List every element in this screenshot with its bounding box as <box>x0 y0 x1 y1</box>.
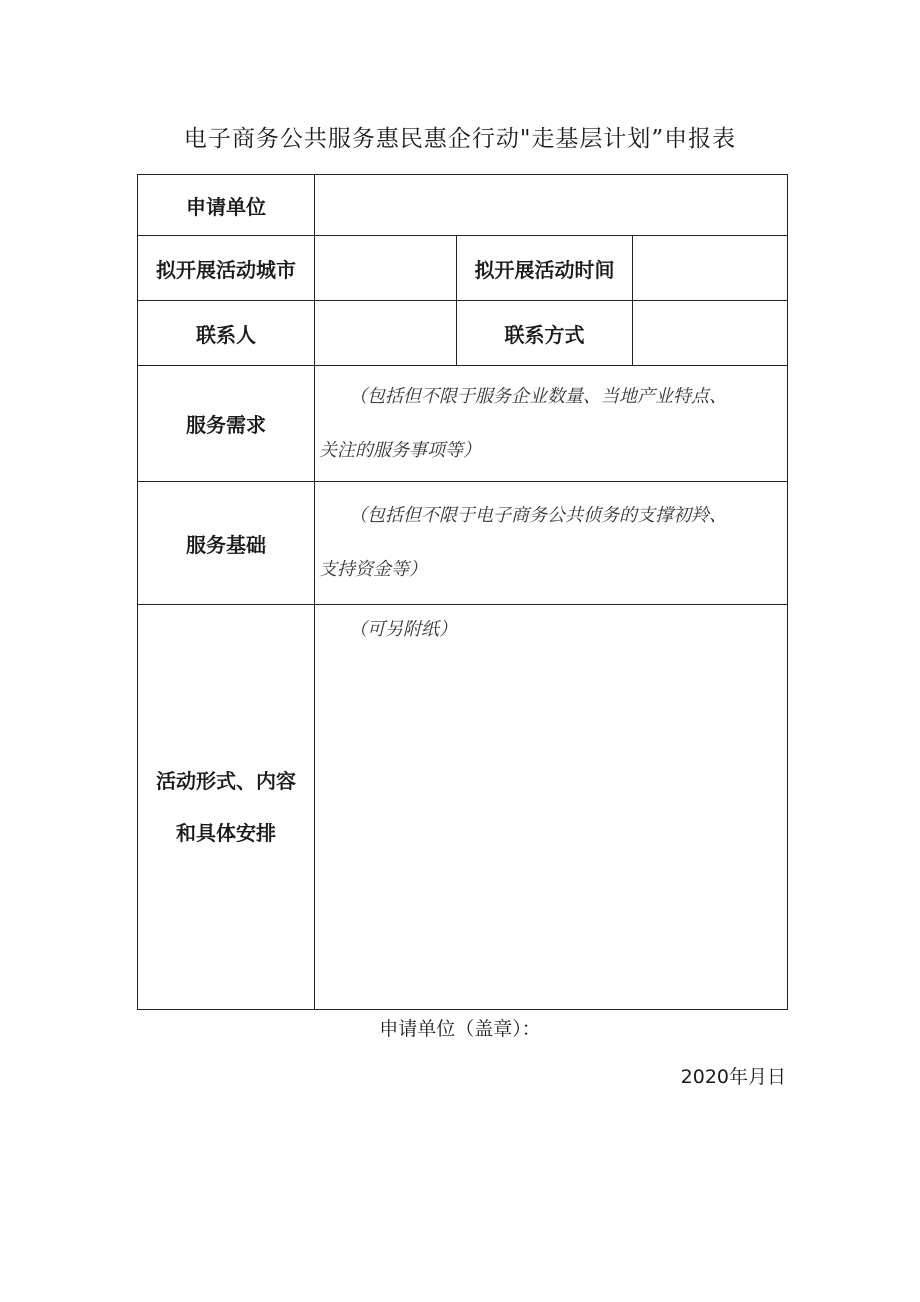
service-basis-hint-line2: 支持资金等） <box>319 559 427 580</box>
row-contact <box>138 301 788 366</box>
document-title: 电子商务公共服务惠民惠企行动"走基层计划”申报表 <box>183 126 737 152</box>
row-city-time <box>138 236 788 301</box>
city-label: 拟开展活动城市 <box>138 236 315 301</box>
activity-label-line2: 和具体安排 <box>176 821 276 845</box>
contact-method-field[interactable] <box>633 301 788 366</box>
city-field[interactable] <box>315 236 457 301</box>
service-basis-hint-line1: （包括但不限于电子商务公共侦务的支撑初羚、 <box>349 505 727 526</box>
row-service-basis <box>138 482 788 605</box>
activity-label <box>138 605 315 1010</box>
row-activity <box>138 605 788 1010</box>
contact-person-field[interactable] <box>315 301 457 366</box>
service-demand-field[interactable] <box>315 366 788 482</box>
time-label: 拟开展活动时间 <box>457 236 633 301</box>
row-service-demand <box>138 366 788 482</box>
contact-person-label: 联系人 <box>138 301 315 366</box>
service-demand-hint-line2: 关注的服务事项等） <box>319 439 481 461</box>
row-applicant <box>138 175 788 236</box>
activity-label-line1: 活动形式、内容 <box>156 769 296 793</box>
applicant-field[interactable] <box>315 175 788 236</box>
application-form-table <box>137 174 788 1010</box>
service-basis-field[interactable] <box>315 482 788 605</box>
activity-hint: （可另附纸） <box>349 619 457 640</box>
service-basis-label: 服务基础 <box>138 482 315 605</box>
service-demand-hint-line1: （包括但不限于服务企业数量、当地产业特点、 <box>349 385 727 407</box>
date-line: 2020年月日 <box>680 1066 786 1088</box>
time-field[interactable] <box>633 236 788 301</box>
activity-field[interactable] <box>315 605 788 1010</box>
stamp-label: 申请单位（盖章）： <box>379 1018 541 1040</box>
applicant-label: 申请单位 <box>138 175 315 236</box>
service-demand-label: 服务需求 <box>138 366 315 482</box>
contact-method-label: 联系方式 <box>457 301 633 366</box>
